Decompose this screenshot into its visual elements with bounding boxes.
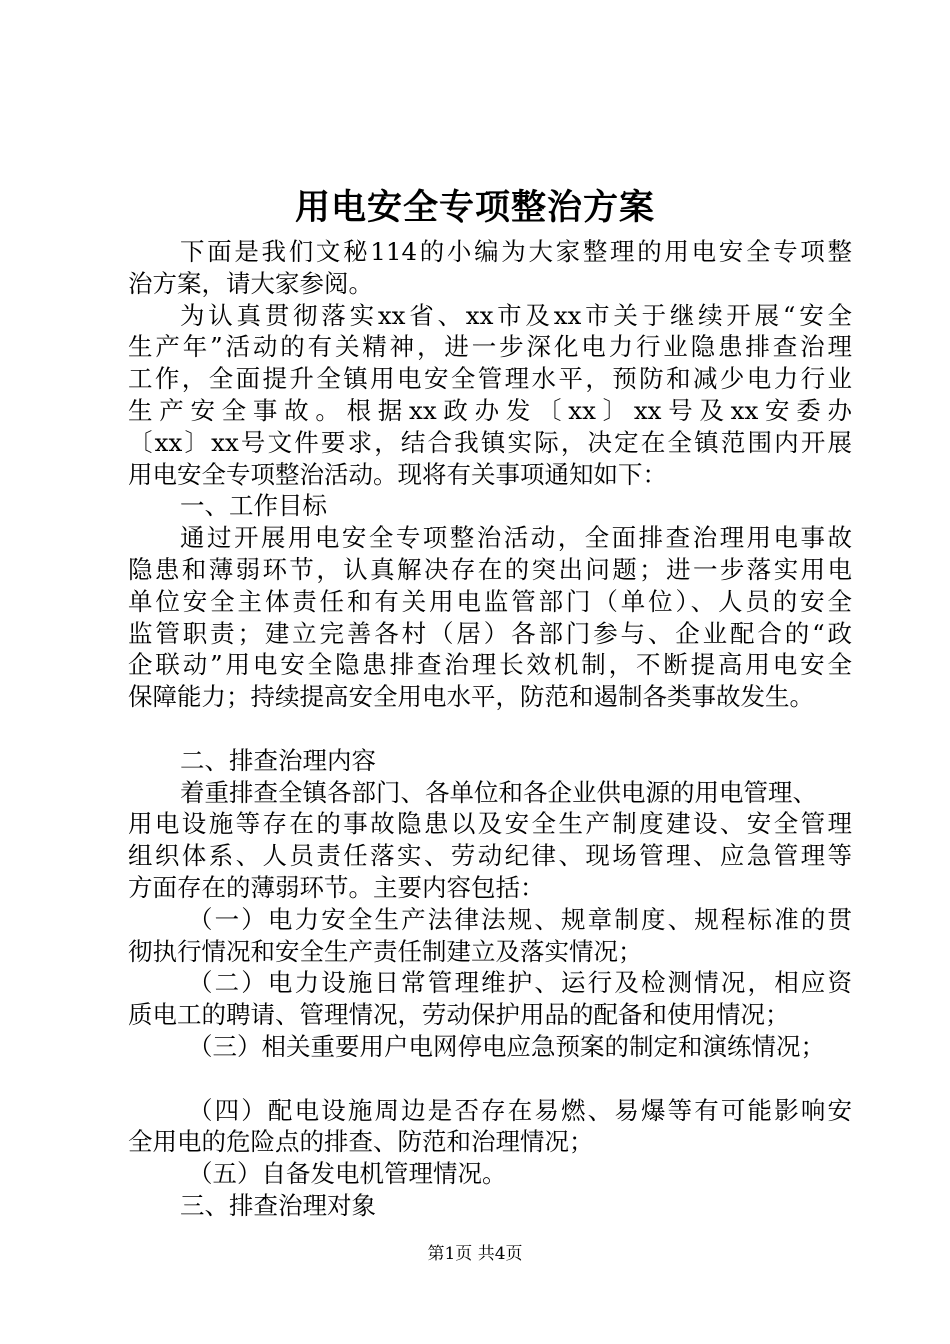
paragraph-line: 组织体系、人员责任落实、劳动纪律、现场管理、应急管理等 (128, 841, 852, 871)
list-item-line: （一）电力安全生产法律法规、规章制度、规程标准的贯 (188, 904, 852, 934)
section-heading: 三、排查治理对象 (180, 1190, 376, 1220)
paragraph-line: 下面是我们文秘114的小编为大家整理的用电安全专项整 (180, 237, 852, 266)
paragraph-line: 工作，全面提升全镇用电安全管理水平，预防和减少电力行业 (128, 364, 852, 394)
document-title: 用电安全专项整治方案 (294, 188, 655, 228)
paragraph-line: 治方案，请大家参阅。 (128, 268, 373, 298)
paragraph-line: 方面存在的薄弱环节。主要内容包括： (128, 872, 545, 902)
paragraph-line: 监管职责；建立完善各村（居）各部门参与、企业配合的“政 (128, 618, 852, 648)
list-item-line: （五）自备发电机管理情况。 (188, 1159, 507, 1189)
section-heading: 二、排查治理内容 (180, 745, 376, 775)
list-item-line: （三）相关重要用户电网停电应急预案的制定和演练情况； (188, 1031, 825, 1061)
paragraph-line: 着重排查全镇各部门、各单位和各企业供电源的用电管理、 (180, 777, 817, 807)
paragraph-line: 〔xx〕xx号文件要求，结合我镇实际，决定在全镇范围内开展 (128, 427, 852, 457)
list-item-line: 彻执行情况和安全生产责任制建立及落实情况； (128, 936, 643, 966)
blank-line (128, 713, 852, 745)
paragraph-line: 用电设施等存在的事故隐患以及安全生产制度建设、安全管理 (128, 809, 852, 839)
paragraph-line: 为认真贯彻落实xx省、xx市及xx市关于继续开展“安全 (180, 300, 852, 330)
paragraph-line: 企联动”用电安全隐患排查治理长效机制，不断提高用电安全 (128, 650, 852, 680)
paragraph-line: 通过开展用电安全专项整治活动，全面排查治理用电事故 (180, 523, 852, 553)
paragraph-line: 隐患和薄弱环节，认真解决存在的突出问题；进一步落实用电 (128, 554, 852, 584)
list-item-line: 全用电的危险点的排查、防范和治理情况； (128, 1127, 594, 1157)
document-body (128, 236, 852, 1222)
list-item-line: （二）电力设施日常管理维护、运行及检测情况，相应资 (188, 968, 852, 998)
paragraph-line: 用电安全专项整治活动。现将有关事项通知如下： (128, 459, 667, 489)
paragraph-line: 生产安全事故。根据xx政办发〔xx〕xx号及xx安委办 (128, 395, 852, 425)
section-heading: 一、工作目标 (180, 491, 327, 521)
page-footer: 第1页 共4页 (427, 1244, 523, 1264)
list-item-line: （四）配电设施周边是否存在易燃、易爆等有可能影响安 (188, 1095, 852, 1125)
list-item-line: 质电工的聘请、管理情况，劳动保护用品的配备和使用情况； (128, 1000, 790, 1030)
paragraph-line: 单位安全主体责任和有关用电监管部门（单位）、人员的安全 (128, 586, 852, 616)
blank-line (128, 1063, 852, 1095)
paragraph-line: 生产年”活动的有关精神，进一步深化电力行业隐患排查治理 (128, 332, 852, 362)
paragraph-line: 保障能力；持续提高安全用电水平，防范和遏制各类事故发生。 (128, 682, 814, 712)
